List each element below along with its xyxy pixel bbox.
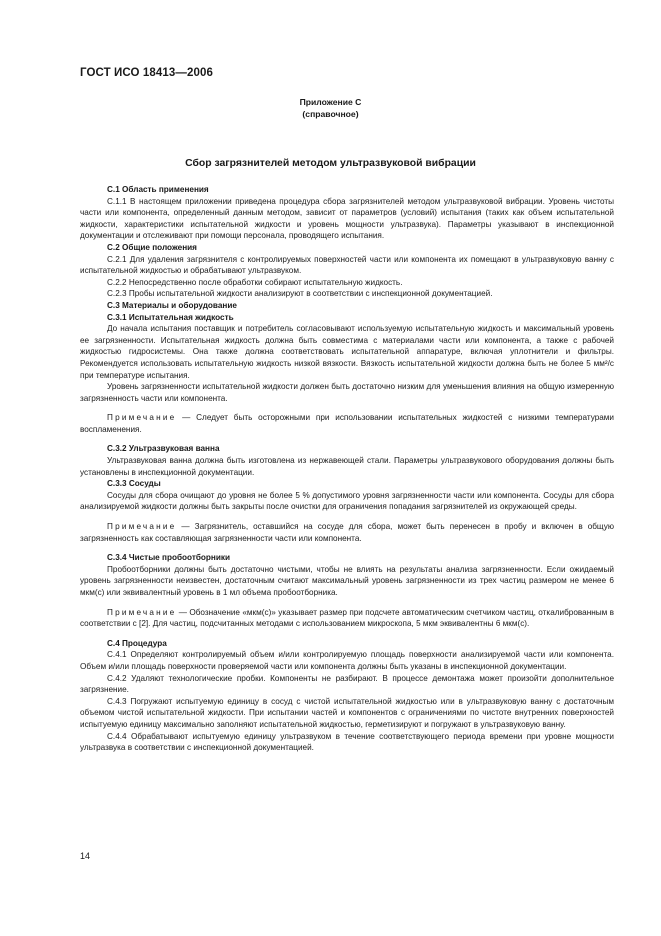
note-label: Примечание <box>107 413 177 423</box>
paragraph-c3-2: Ультразвуковая ванна должна быть изготовлена из нержавеющей стали. Параметры ультразвукового оборудования должны быть установлены в инспекционной документации. <box>80 456 614 477</box>
paragraph-c4-4: С.4.4 Обрабатывают испытуемую единицу ультразвуком в течение соответствующего периода времени при уровне мощности ультразвука в соответствии с инспекционной документацией. <box>80 731 614 753</box>
heading-c2: С.2 Общие положения <box>107 242 197 252</box>
document-body <box>80 184 614 754</box>
note-c3-3 <box>80 521 614 544</box>
paragraph-c3-4: Пробоотборники должны быть достаточно чистыми, чтобы не влиять на результаты анализа загрязненности. Если ожидаемый уровень загрязненности неизвестен, достаточным считают максимальный уровень загрязненности из трех частиц размером не менее 6 мкм(с) или эквивалентный уровень в 1 мл объема пробоотборника. <box>80 564 614 597</box>
paragraph-c3-3: Сосуды для сбора очищают до уровня не более 5 % допустимого уровня загрязненности части или компонента. Сосуды для сбора анализируемой жидкости должны быть закрыты после очистки для ограничения попадания загрязнителей из окружающей среды. <box>80 490 614 512</box>
note-label: Примечание <box>107 607 177 617</box>
paragraph-c3-1-a: До начала испытания поставщик и потребитель согласовывают используемую испытательную жидкость и максимальный уровень ее загрязненности. Испытательная жидкость должна быть совместима с материалами части или компонента, а также с рабочей жидкостью гидросистемы. Она также должна соответствовать испытательной аппаратуре, включая уплотнители и фильтры. Рекомендуется использовать испытательную жидкость низкой вязкости. Вязкость испытательной жидкости должна быть не более 5 мм²/с при температуре испытания. <box>80 324 614 380</box>
paragraph-c1-1: С.1.1 В настоящем приложении приведена процедура сбора загрязнителей методом ультразвуковой вибрации. Уровень чистоты части или компонента, определенный данным методом, зависит от параметров (условий) испытания (таких как объем испытательной жидкости, характеристики испытательной жидкости и уровень мощности ультразвука). Параметры указывают в инспекционной документации и отслеживают при помощи персонала, проводящего испытания. <box>80 196 614 241</box>
note-c3-1 <box>80 412 614 435</box>
note-text: — Загрязнитель, оставшийся на сосуде для сбора, может быть перенесен в пробу и включен в общую загрязненность как составляющая загрязненности части или компонента. <box>80 522 614 543</box>
page-number: 14 <box>80 851 91 861</box>
note-label: Примечание <box>107 522 177 532</box>
annex-heading <box>0 96 661 120</box>
paragraph-c3-1-b: Уровень загрязненности испытательной жидкости должен быть достаточно низким для уменьшения влияния на общую измеренную загрязненность части или компонента. <box>80 382 614 403</box>
heading-c3-4: С.3.4 Чистые пробоотборники <box>107 553 230 563</box>
paragraph-c2-2: С.2.2 Непосредственно после обработки собирают испытательную жидкость. <box>107 277 403 287</box>
document-header: ГОСТ ИСО 18413—2006 <box>80 67 213 79</box>
heading-c4: С.4 Процедура <box>107 638 167 648</box>
heading-c3-3: С.3.3 Сосуды <box>107 479 161 489</box>
heading-c3: С.3 Материалы и оборудование <box>107 300 237 310</box>
paragraph-c2-3: С.2.3 Пробы испытательной жидкости анализируют в соответствии с инспекционной документацией. <box>107 289 493 299</box>
annex-subtitle: (справочное) <box>302 109 359 119</box>
paragraph-c4-1: С.4.1 Определяют контролируемый объем и/или контролируемую площадь поверхности анализируемой части или компонента. Объем и/или площадь поверхности проверяемой части или компонента должны быть указаны в инспекционной документации. <box>80 650 614 671</box>
note-c3-4 <box>80 607 614 630</box>
heading-c3-1: С.3.1 Испытательная жидкость <box>107 312 234 322</box>
annex-title: Приложение С <box>299 97 362 107</box>
paragraph-c2-1: С.2.1 Для удаления загрязнителя с контролируемых поверхностей части или компонента их помещают в ультразвуковую ванну с испытательной жидкостью и обрабатывают ультразвуком. <box>80 254 614 276</box>
heading-c1: С.1 Область применения <box>107 185 209 194</box>
heading-c3-2: С.3.2 Ультразвуковая ванна <box>107 444 220 454</box>
note-text: — Следует быть осторожными при использовании испытательных жидкостей с низкими температурами воспламенения. <box>80 413 614 434</box>
note-text: — Обозначение «мкм(с)» указывает размер при подсчете автоматическим счетчиком частиц, откалиброванным в соответствии с [2]. Для частиц, подсчитанных методами с использованием микроскопа, 5 мкм эквивалентны 6 мкм(с). <box>80 607 614 629</box>
paragraph-c4-2: С.4.2 Удаляют технологические пробки. Компоненты не разбирают. В процессе демонтажа может произойти дополнительное загрязнение. <box>80 673 614 695</box>
section-title: Сбор загрязнителей методом ультразвуковой вибрации <box>185 158 476 169</box>
paragraph-c4-3: С.4.3 Погружают испытуемую единицу в сосуд с чистой испытательной жидкостью или в ультразвуковую ванну с достаточным объемом чистой испытательной жидкости. При испытании частей и компонентов с ограничениями по чистоте внутренних поверхностей испытуемую единицу максимально заполняют испытательной жидкостью, герметизируют и погружают в ультразвуковую ванну. <box>80 696 614 729</box>
